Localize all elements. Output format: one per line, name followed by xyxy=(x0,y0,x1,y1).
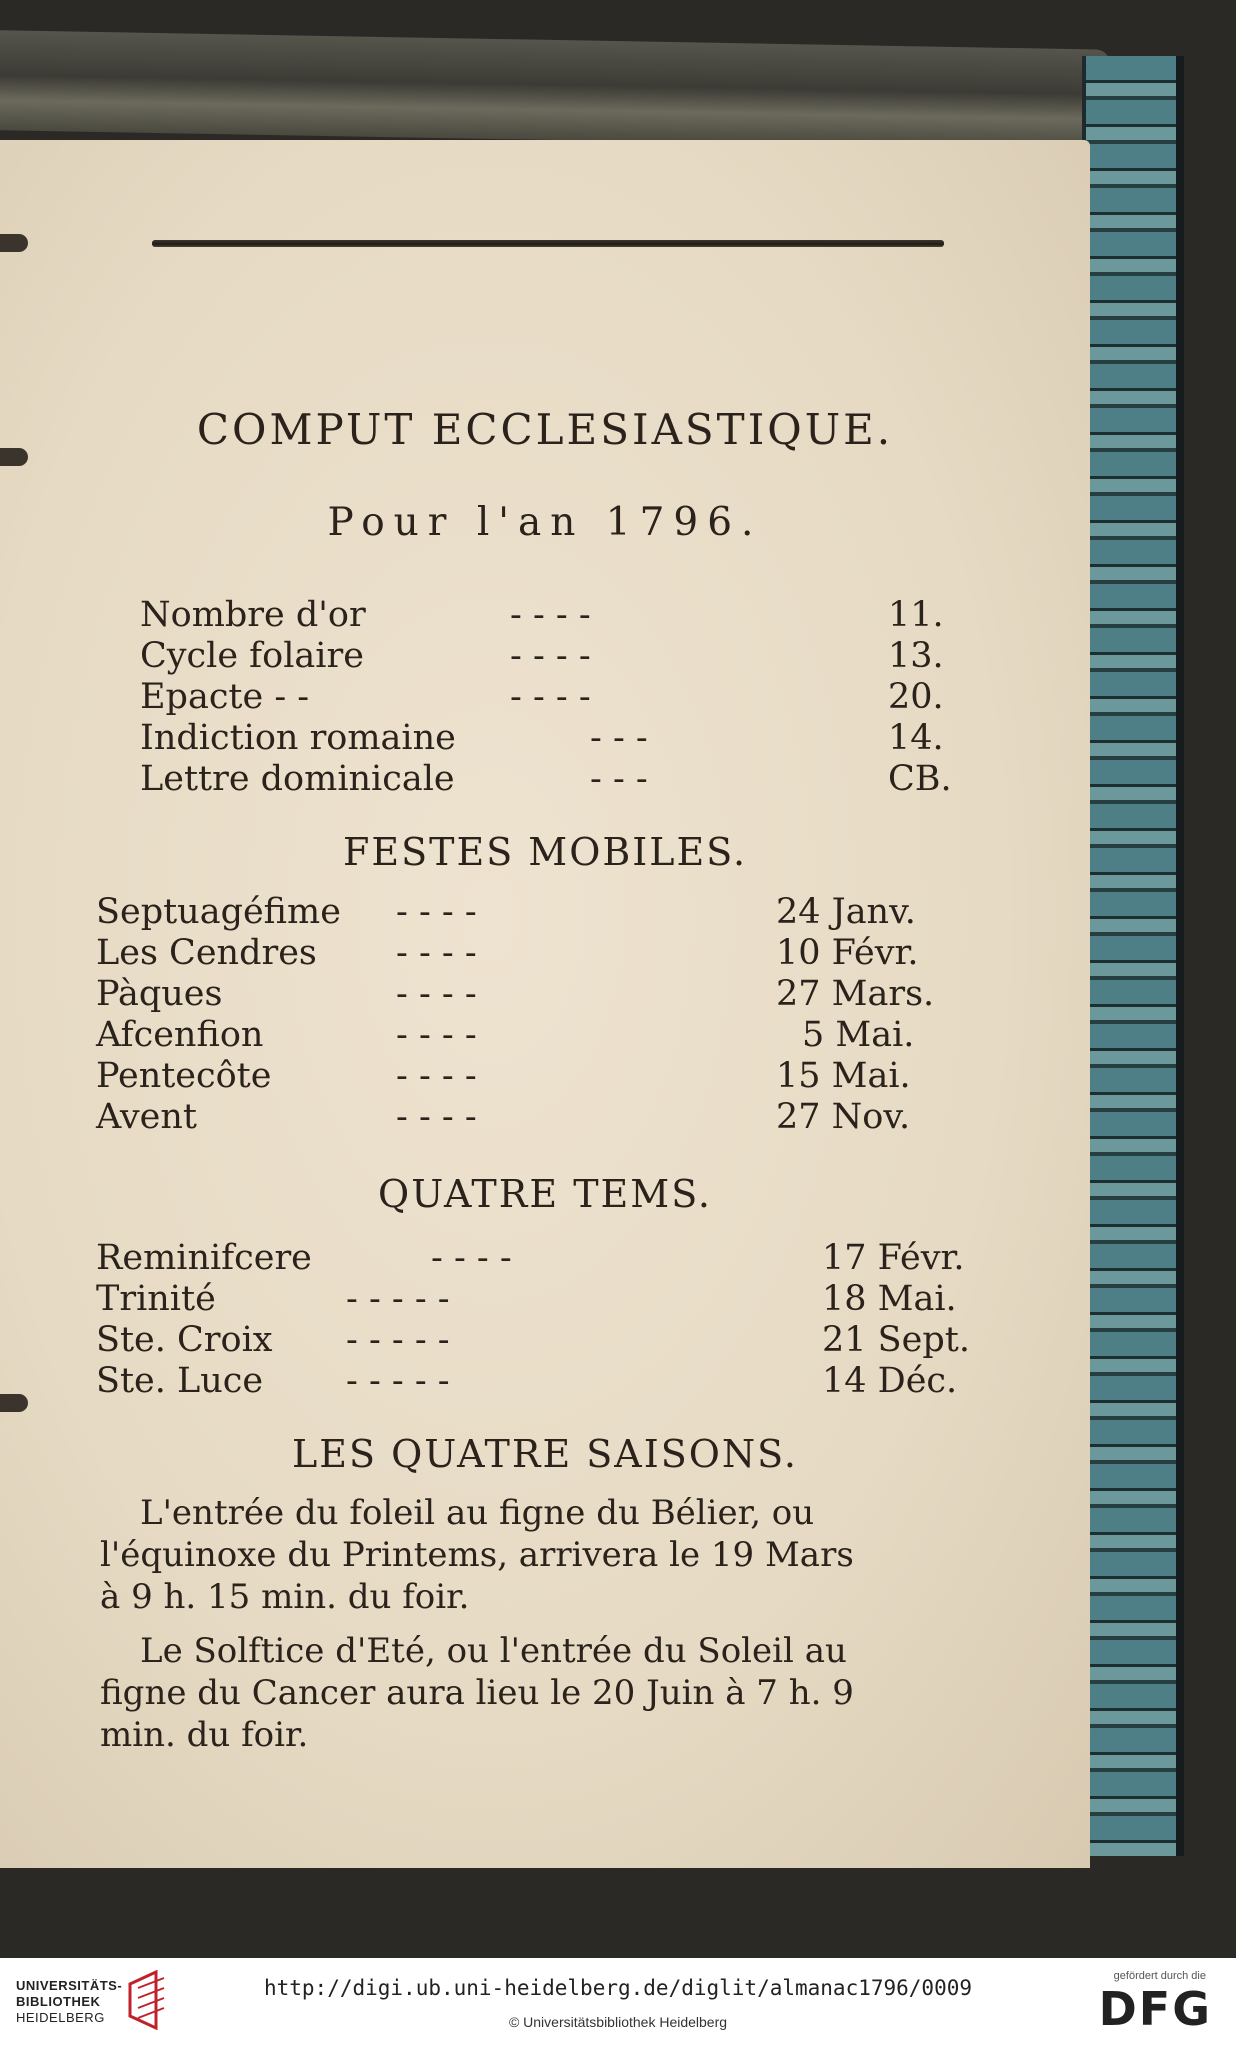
funding-note: gefördert durch die xyxy=(1113,1970,1206,1982)
section-title-festes: FESTES MOBILES. xyxy=(342,830,748,874)
row-dashes: - - - - xyxy=(510,636,591,676)
comput-row xyxy=(140,677,960,717)
row-value: 13. xyxy=(888,636,944,676)
header-rule xyxy=(152,240,944,247)
row-value: 24 Janv. xyxy=(776,892,916,932)
comput-row xyxy=(140,718,960,758)
row-dashes: - - - - xyxy=(510,595,591,635)
row-label: Les Cendres xyxy=(96,933,317,973)
row-label: Pentecôte xyxy=(96,1056,272,1096)
paragraph-line: l'équinoxe du Printems, arrivera le 19 Mars xyxy=(100,1535,854,1575)
row-dashes: - - - - xyxy=(396,892,477,932)
row-label: Afcenfion xyxy=(96,1015,264,1055)
row-value: 10 Févr. xyxy=(776,933,919,973)
comput-row xyxy=(140,595,960,635)
row-value: 11. xyxy=(888,595,944,635)
row-dashes: - - - - - xyxy=(346,1279,450,1319)
library-name-line: HEIDELBERG xyxy=(16,2010,105,2025)
almanac-page xyxy=(0,140,1090,1868)
row-value: 27 Mars. xyxy=(776,974,935,1014)
binding-hole xyxy=(0,234,28,252)
library-name-line: UNIVERSITÄTS- xyxy=(16,1978,123,1993)
row-value: 14 Déc. xyxy=(822,1361,958,1401)
row-label: Trinité xyxy=(96,1279,216,1319)
row-value: 14. xyxy=(888,718,944,758)
festes-row xyxy=(96,974,976,1014)
dfg-logo: DFG xyxy=(1098,1982,1212,2036)
row-label: Ste. Luce xyxy=(96,1361,264,1401)
paragraph-line: à 9 h. 15 min. du foir. xyxy=(100,1577,470,1617)
row-dashes: - - - - xyxy=(396,933,477,973)
copyright-text: © Universitätsbibliothek Heidelberg xyxy=(508,2014,728,2030)
row-dashes: - - - - xyxy=(396,1015,477,1055)
comput-row xyxy=(140,759,960,799)
paragraph-line: L'entrée du foleil au figne du Bélier, ou xyxy=(140,1493,815,1533)
library-name-line: BIBLIOTHEK xyxy=(16,1994,101,2009)
paragraph-equinoxe xyxy=(100,1492,990,1618)
quatre-row xyxy=(96,1279,996,1319)
viewer-footer xyxy=(0,1958,1236,2047)
comput-row xyxy=(140,636,960,676)
row-value: CB. xyxy=(888,759,952,799)
festes-row xyxy=(96,1015,976,1055)
row-value: 20. xyxy=(888,677,944,717)
festes-row xyxy=(96,1056,976,1096)
row-value: 18 Mai. xyxy=(822,1279,957,1319)
row-value: 21 Sept. xyxy=(822,1320,970,1360)
row-label: Avent xyxy=(96,1097,197,1137)
paragraph-solstice xyxy=(100,1630,990,1756)
row-dashes: - - - xyxy=(590,759,648,799)
quatre-row xyxy=(96,1320,996,1360)
quatre-row xyxy=(96,1238,996,1278)
festes-row xyxy=(96,892,976,932)
festes-row xyxy=(96,1097,976,1137)
page-subtitle: Pour l'an 1796. xyxy=(327,500,763,545)
row-label: Cycle folaire xyxy=(140,636,364,676)
row-dashes: - - - - xyxy=(396,974,477,1014)
row-value: 17 Févr. xyxy=(822,1238,965,1278)
permalink-url[interactable]: http://digi.ub.uni-heidelberg.de/diglit/almanac1796/0009 xyxy=(263,1976,972,2000)
row-dashes: - - - - - xyxy=(346,1361,450,1401)
row-label: Ste. Croix xyxy=(96,1320,273,1360)
paragraph-line: min. du foir. xyxy=(100,1715,309,1755)
section-title-quatre-tems: QUATRE TEMS. xyxy=(378,1172,712,1216)
row-label: Pàques xyxy=(96,974,223,1014)
row-dashes: - - - - - xyxy=(346,1320,450,1360)
binding-hole xyxy=(0,1394,28,1412)
book-side-edge xyxy=(1082,56,1184,1856)
row-value: 5 Mai. xyxy=(802,1015,915,1055)
row-label: Nombre d'or xyxy=(140,595,366,635)
row-dashes: - - - - xyxy=(396,1097,477,1137)
row-dashes: - - - - xyxy=(396,1056,477,1096)
section-title-saisons: LES QUATRE SAISONS. xyxy=(292,1432,798,1476)
row-label: Indiction romaine xyxy=(140,718,456,758)
paragraph-line: Le Solftice d'Eté, ou l'entrée du Soleil au xyxy=(140,1631,847,1671)
row-dashes: - - - xyxy=(590,718,648,758)
row-label: Epacte - - xyxy=(140,677,310,717)
row-value: 27 Nov. xyxy=(776,1097,911,1137)
row-label: Lettre dominicale xyxy=(140,759,455,799)
row-label: Septuagéfime xyxy=(96,892,341,932)
row-value: 15 Mai. xyxy=(776,1056,911,1096)
quatre-row xyxy=(96,1361,996,1401)
row-label: Reminifcere xyxy=(96,1238,312,1278)
book-top-edge xyxy=(0,30,1110,149)
page-title: COMPUT ECCLESIASTIQUE. xyxy=(196,405,894,454)
paragraph-line: figne du Cancer aura lieu le 20 Juin à 7 h. 9 xyxy=(100,1673,854,1713)
row-dashes: - - - - xyxy=(510,677,591,717)
festes-row xyxy=(96,933,976,973)
row-dashes: - - - - xyxy=(431,1238,512,1278)
